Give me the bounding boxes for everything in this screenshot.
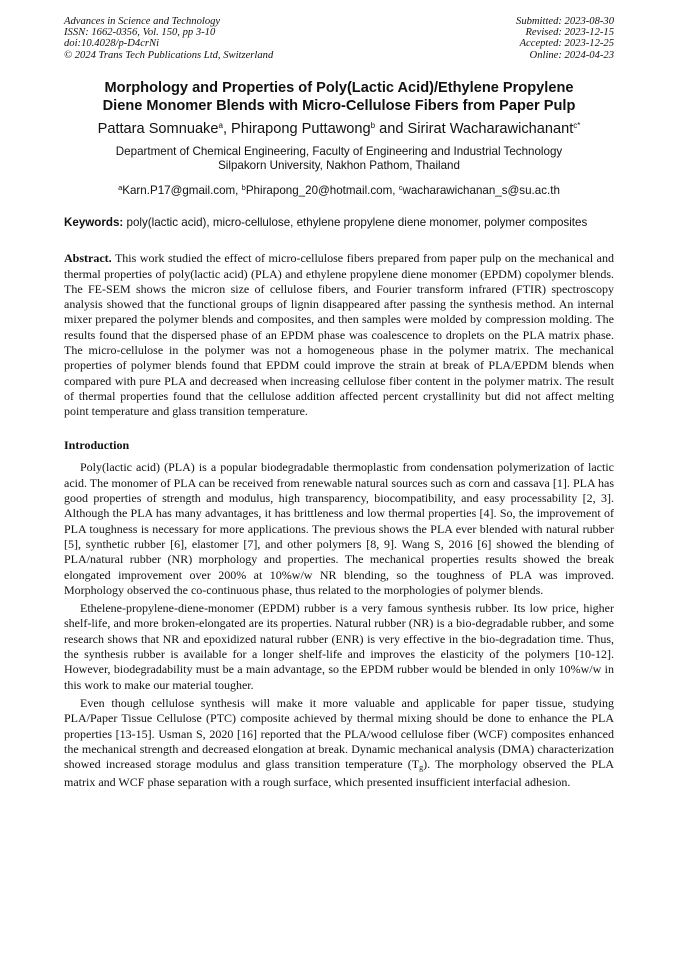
journal-header xyxy=(64,16,614,61)
keywords xyxy=(64,216,614,230)
author-separator: and xyxy=(375,120,408,137)
author-emails xyxy=(64,181,614,198)
abstract-label: Abstract. xyxy=(64,251,112,266)
journal-doi: doi:10.4028/p-D4crNi xyxy=(64,38,160,50)
date-online: Online: 2024-04-23 xyxy=(529,49,614,61)
paper-page xyxy=(64,16,614,791)
date-submitted: Submitted: 2023-08-30 xyxy=(516,16,614,27)
paper-title xyxy=(64,79,614,115)
keywords-label: Keywords: xyxy=(64,215,124,229)
author-separator: , xyxy=(222,120,232,137)
journal-issn: ISSN: 1662-0356, Vol. 150, pp 3-10 xyxy=(64,27,216,39)
intro-paragraph-1: Poly(lactic acid) (PLA) is a popular biodegradable thermoplastic from condensation polymerization of lactic acid. The monomer of PLA can be received from renewable natural sources such as corn and cassava [1]. PLA has good properties of strength and modulus, high transparency, biocompatibility, and easy processability [2, 3]. Although the PLA has many advantages, it has brittleness and low thermal properties [4]. So, the improvement of PLA toughness is necessary for more applications. The previous shows the PLA ever blended with natural rubber [5], synthetic rubber [6], elastomer [7], and other polymers [8, 9]. Wang S, 2016 [6] showed the blending of PLA/natural rubber (NR) morphology and properties. The mechanical properties results showed the break elongated improvement over 200% at 10%w/w NR blending, so the toughness of PLA was improved. Morphology observed the co-continuous phase, thus related to the morphologies of polymer blends. xyxy=(64,460,614,597)
author-2-mark: b xyxy=(370,120,376,130)
author-list xyxy=(64,117,614,138)
journal-name: Advances in Science and Technology xyxy=(64,16,221,27)
tg-subscript: g xyxy=(419,763,424,773)
abstract-text: This work studied the effect of micro-cellulose fibers prepared from paper pulp on the mechanical and thermal properties of poly(lactic acid) (PLA) and ethylene propylene diene monomer (EPDM) copolymer blends. The FE-SEM shows the micron size of cellulose fibers, and Fourier transform infrared (FTIR) spectroscopy analysis showed that the functional groups of lignin disappeared after passing the synthesis method. An internal mixer prepared the polymer blends and composites, and then samples were molded by compression molding. The results found that the dispersed phase of an EPDM phase was coalescence to droplets on the PLA matrix phase. The micro-cellulose in the polymer was not a homogeneous phase in the polymer matrix. The mechanical properties of polymer blends found that EPDM could improve the strain at break of PLA/EPDM blends when compared with pure PLA and decreased when increasing cellulose fiber content in the polymer matrix. The result of thermal properties found that the cellulose addition affected percent crystallinity but did not affect melting point temperature and glass transition temperature. xyxy=(64,251,614,419)
email-1: Karn.P17@gmail.com, xyxy=(122,183,242,197)
author-1-mark: a xyxy=(218,120,223,130)
intro-paragraph-2: Ethelene-propylene-diene-monomer (EPDM) rubber is a very famous synthesis rubber. Its low price, higher shelf-life, and more broken-elongated are its properties. Natural rubber (NR) is a bio-degradable rubber, and some research shows that NR and epoxidized natural rubber (ENR) is very effective in the bio-degradation time. Thus, the synthesis rubber is available for a longer shelf-life and improves the elasticity of the polymers [10-12]. However, biodegradability must be a main advantage, so the EPDM rubber would be blended in only 10%w/w in this work to make our material tougher. xyxy=(64,601,614,692)
title-line-2: Diene Monomer Blends with Micro-Cellulose Fibers from Paper Pulp xyxy=(102,97,576,114)
intro-paragraph-3-end: ). The morphology observed the PLA matrix and WCF phase separation with a rough surface, which presented insufficient interfacial adhesion. xyxy=(64,757,614,790)
date-revised: Revised: 2023-12-15 xyxy=(525,27,614,39)
author-3: Sirirat Wacharawichanant xyxy=(407,120,574,137)
affiliation xyxy=(64,145,614,173)
author-1: Pattara Somnuake xyxy=(97,120,219,137)
publication-dates xyxy=(516,16,614,61)
title-line-1: Morphology and Properties of Poly(Lactic Acid)/Ethylene Propylene xyxy=(104,79,574,96)
keywords-text: poly(lactic acid), micro-cellulose, ethylene propylene diene monomer, polymer composites xyxy=(123,215,588,229)
abstract xyxy=(64,251,614,419)
intro-paragraph-3 xyxy=(64,696,614,791)
section-heading-introduction: Introduction xyxy=(64,438,130,453)
email-2: Phirapong_20@hotmail.com, xyxy=(245,183,399,197)
date-accepted: Accepted: 2023-12-25 xyxy=(519,38,614,50)
journal-info xyxy=(64,16,273,61)
affiliation-line-1: Department of Chemical Engineering, Faculty of Engineering and Industrial Technology xyxy=(115,144,563,158)
email-3-mark: c xyxy=(398,182,403,192)
affiliation-line-2: Silpakorn University, Nakhon Pathom, Thailand xyxy=(218,158,460,172)
email-3: wacharawichanan_s@su.ac.th xyxy=(402,183,560,197)
journal-copyright: © 2024 Trans Tech Publications Ltd, Switzerland xyxy=(64,49,274,61)
author-2: Phirapong Puttawong xyxy=(231,120,371,137)
intro-paragraph-3-text: Even though cellulose synthesis will make it more valuable and applicable for paper tissue, studying PLA/Paper Tissue Cellulose (PTC) composite achieved by thermal mixing should be done to enhance the PLA properties [13-15]. Usman S, 2020 [16] reported that the PLA/wood cellulose fiber (WCF) composites enhanced the mechanical strength and decreased elongation at break. Dynamic mechanical analysis (DMA) characterization showed increased storage modulus and glass transition temperature (T xyxy=(64,695,614,772)
email-1-mark: a xyxy=(118,182,123,192)
author-3-mark: c* xyxy=(573,120,581,130)
email-2-mark: b xyxy=(241,182,246,192)
